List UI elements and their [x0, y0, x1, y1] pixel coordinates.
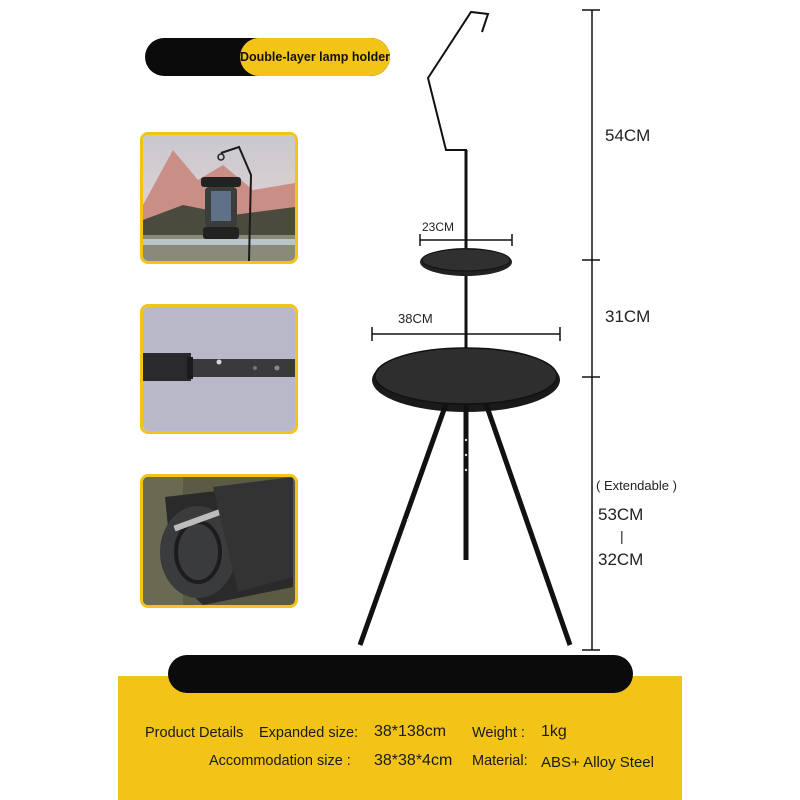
accommodation-size-label: Accommodation size : [209, 753, 351, 769]
lantern-hook-photo-icon [140, 132, 298, 264]
product-drawing [340, 0, 600, 660]
weight-label: Weight : [472, 725, 525, 741]
product-details-heading: Product Details [145, 725, 244, 741]
range-separator: | [620, 528, 624, 544]
mid-height-dimension: 31CM [605, 307, 651, 326]
material-value: ABS+ Alloy Steel [541, 754, 654, 771]
expanded-size-value: 38*138cm [374, 723, 447, 740]
extendable-note: ( Extendable ) [596, 478, 677, 493]
accommodation-size-value: 38*38*4cm [374, 752, 453, 769]
shadow-bar [168, 655, 633, 693]
top-height-dimension: 54CM [605, 126, 651, 145]
adjustable-pole-photo-icon [140, 304, 298, 434]
weight-value: 1kg [541, 723, 567, 740]
large-tray-dimension: 38CM [398, 311, 433, 326]
small-tray-dimension: 23CM [422, 220, 455, 234]
material-label: Material: [472, 753, 528, 769]
leg-max-dimension: 53CM [598, 505, 644, 524]
title-label: Double-layer lamp holder [240, 38, 390, 76]
storage-bag-photo-icon [140, 474, 298, 608]
leg-min-dimension: 32CM [598, 550, 644, 569]
expanded-size-label: Expanded size: [259, 725, 359, 741]
